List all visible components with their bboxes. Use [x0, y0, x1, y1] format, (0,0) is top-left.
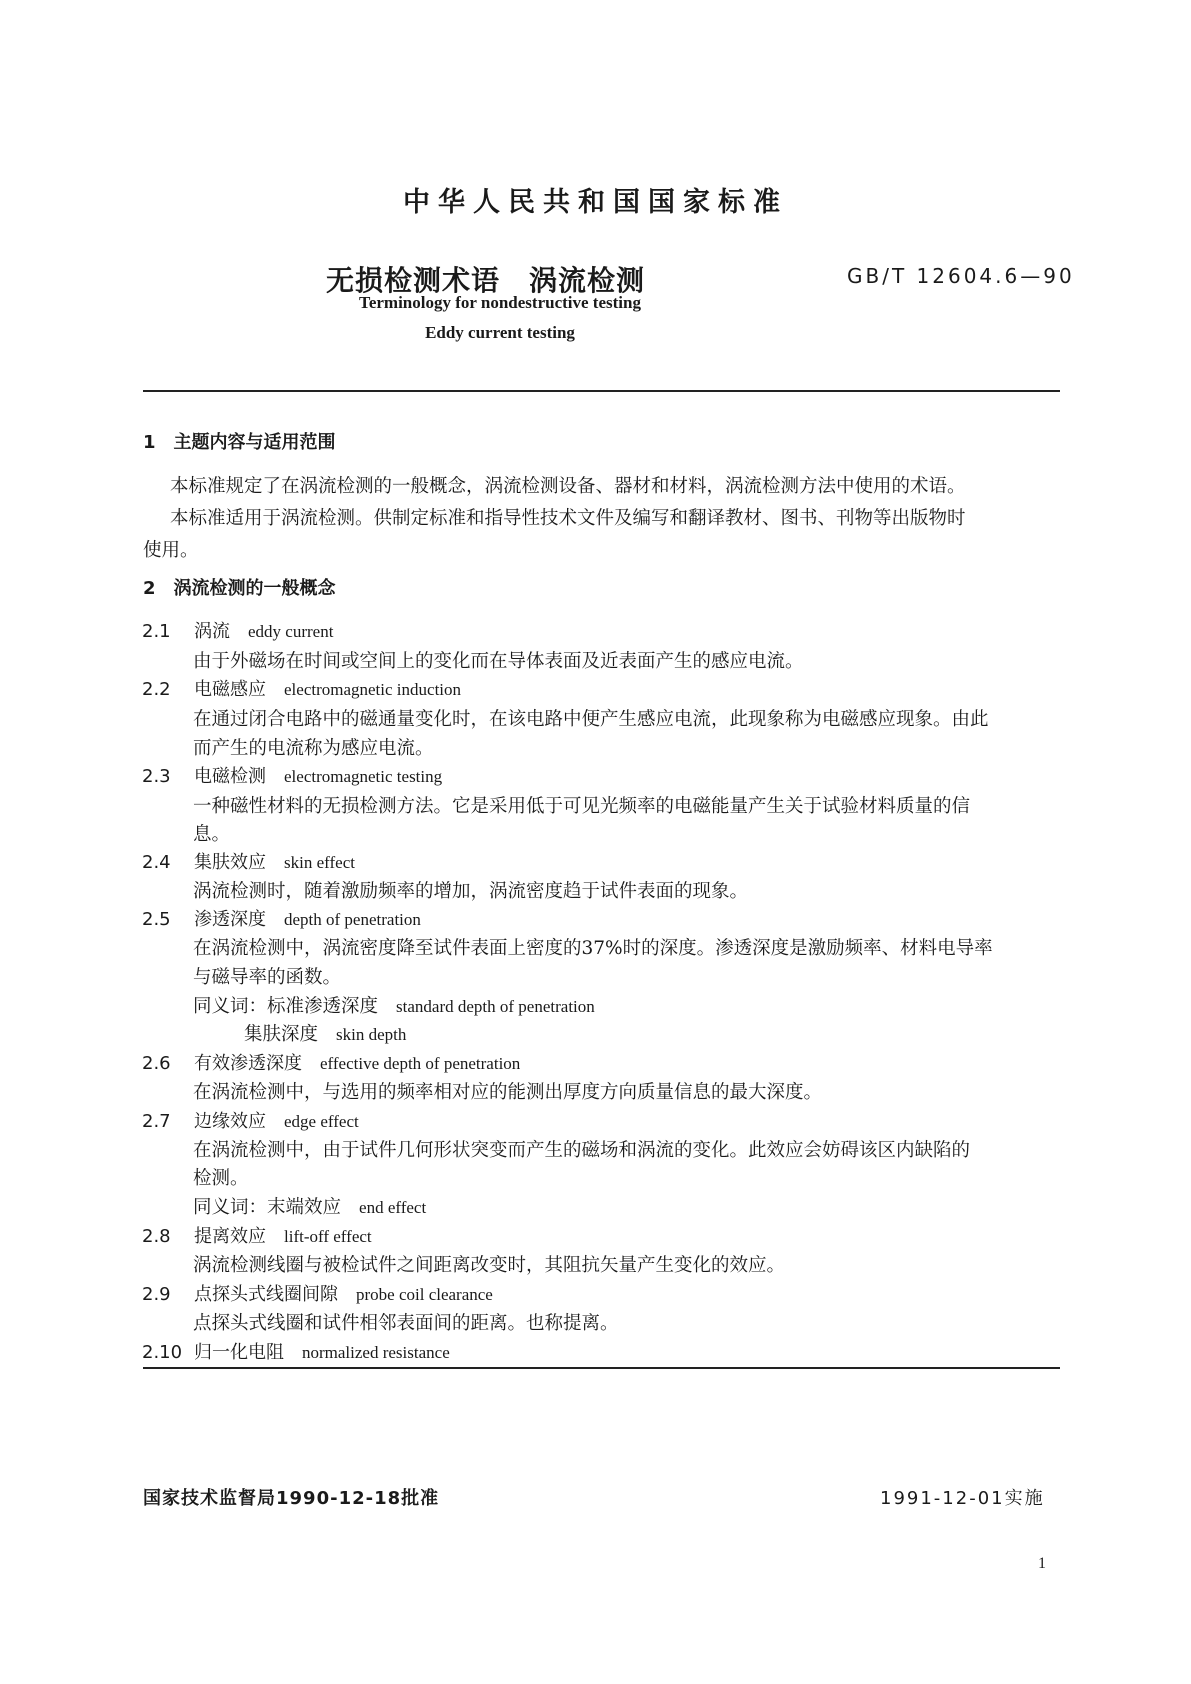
section-1-paragraph-1: 本标准规定了在涡流检测的一般概念，涡流检测设备、器材和材料，涡流检测方法中使用的术语。: [170, 476, 966, 497]
term-zh: 点探头式线圈间隙: [194, 1284, 338, 1305]
document-title: 无损检测术语 涡流检测: [326, 264, 646, 297]
term-en: depth of penetration: [284, 910, 421, 929]
term-zh: 集肤效应: [194, 852, 266, 873]
term-2-8: [142, 1222, 372, 1248]
term-2-9: [142, 1280, 493, 1306]
term-number: 2.8: [142, 1226, 171, 1247]
synonym-zh: 末端效应: [267, 1197, 342, 1218]
term-en: effective depth of penetration: [320, 1054, 521, 1073]
term-2-5-synonym-2: [244, 1020, 406, 1046]
term-2-2-definition-line-1: 在通过闭合电路中的磁通量变化时，在该电路中便产生感应电流，此现象称为电磁感应现象。由此: [193, 709, 989, 730]
term-number: 2.5: [142, 909, 171, 930]
term-2-6-definition: 在涡流检测中，与选用的频率相对应的能测出厚度方向质量信息的最大深度。: [193, 1082, 823, 1103]
term-2-3-definition-line-2: 息。: [193, 824, 231, 845]
approval-line: 国家技术监督局1990-12-18批准: [143, 1488, 440, 1509]
term-zh: 渗透深度: [194, 909, 266, 930]
synonym-label: 同义词：: [193, 996, 268, 1017]
term-2-6: [142, 1049, 520, 1075]
term-2-5-definition-line-1: 在涡流检测中，涡流密度降至试件表面上密度的37%时的深度。渗透深度是激励频率、材料电导率: [193, 938, 993, 959]
term-zh: 电磁检测: [194, 766, 266, 787]
term-number: 2.3: [142, 766, 171, 787]
synonym-label: 同义词：: [193, 1197, 268, 1218]
synonym-zh: 标准渗透深度: [267, 996, 379, 1017]
term-en: edge effect: [284, 1112, 359, 1131]
header-divider: [143, 390, 1060, 392]
term-2-5-definition-line-2: 与磁导率的函数。: [193, 967, 342, 988]
english-title-line-1: Terminology for nondestructive testing: [359, 293, 641, 312]
synonym-zh: 集肤深度: [244, 1024, 319, 1045]
term-zh: 涡流: [194, 621, 230, 642]
synonym-en: end effect: [359, 1198, 427, 1217]
term-2-3-definition-line-1: 一种磁性材料的无损检测方法。它是采用低于可见光频率的电磁能量产生关于试验材料质量的信: [193, 796, 971, 817]
term-number: 2.4: [142, 852, 171, 873]
term-2-7-definition-line-1: 在涡流检测中，由于试件几何形状突变而产生的磁场和涡流的变化。此效应会妨碍该区内缺陷的: [193, 1140, 971, 1161]
term-2-1: [142, 617, 333, 643]
term-en: skin effect: [284, 853, 355, 872]
term-en: electromagnetic induction: [284, 680, 462, 699]
page-number: 1: [1038, 1555, 1046, 1572]
term-2-8-definition: 涡流检测线圈与被检试件之间距离改变时，其阻抗矢量产生变化的效应。: [193, 1255, 786, 1276]
term-zh: 有效渗透深度: [194, 1053, 302, 1074]
synonym-en: standard depth of penetration: [396, 997, 595, 1016]
term-2-9-definition: 点探头式线圈和试件相邻表面间的距离。也称提离。: [193, 1313, 619, 1334]
synonym-en: skin depth: [336, 1025, 407, 1044]
term-zh: 电磁感应: [194, 679, 266, 700]
term-en: normalized resistance: [302, 1343, 450, 1362]
term-2-7-synonym: [193, 1193, 426, 1219]
section-1-heading: 1 主题内容与适用范围: [143, 432, 336, 453]
term-en: eddy current: [248, 622, 334, 641]
term-2-7: [142, 1107, 359, 1133]
term-en: electromagnetic testing: [284, 767, 443, 786]
term-number: 2.6: [142, 1053, 171, 1074]
standard-header: 中华人民共和国国家标准: [403, 187, 788, 218]
term-number: 2.1: [142, 621, 171, 642]
term-en: probe coil clearance: [356, 1285, 493, 1304]
term-zh: 归一化电阻: [194, 1342, 284, 1363]
section-2-heading: 2 涡流检测的一般概念: [143, 578, 336, 599]
term-2-10: [142, 1338, 450, 1364]
term-2-5: [142, 905, 421, 931]
term-en: lift-off effect: [284, 1227, 372, 1246]
term-2-4-definition: 涡流检测时，随着激励频率的增加，涡流密度趋于试件表面的现象。: [193, 881, 749, 902]
term-2-2: [142, 675, 461, 701]
standard-code: GB/T 12604.6—90: [847, 264, 1075, 288]
term-zh: 边缘效应: [194, 1111, 266, 1132]
effective-date: 1991-12-01实施: [880, 1488, 1045, 1509]
term-2-2-definition-line-2: 而产生的电流称为感应电流。: [193, 738, 434, 759]
term-number: 2.10: [142, 1342, 183, 1363]
term-2-3: [142, 762, 442, 788]
term-zh: 提离效应: [194, 1226, 266, 1247]
term-2-4: [142, 848, 355, 874]
english-title-line-2: Eddy current testing: [425, 323, 575, 342]
footer-divider: [143, 1367, 1060, 1369]
term-number: 2.7: [142, 1111, 171, 1132]
term-number: 2.9: [142, 1284, 171, 1305]
term-2-7-definition-line-2: 检测。: [193, 1168, 249, 1189]
term-2-1-definition: 由于外磁场在时间或空间上的变化而在导体表面及近表面产生的感应电流。: [193, 651, 804, 672]
term-2-5-synonym-1: [193, 992, 595, 1018]
section-1-paragraph-2-cont: 使用。: [143, 540, 199, 561]
term-number: 2.2: [142, 679, 171, 700]
section-1-paragraph-2: 本标准适用于涡流检测。供制定标准和指导性技术文件及编写和翻译教材、图书、刊物等出版物时: [170, 508, 966, 529]
